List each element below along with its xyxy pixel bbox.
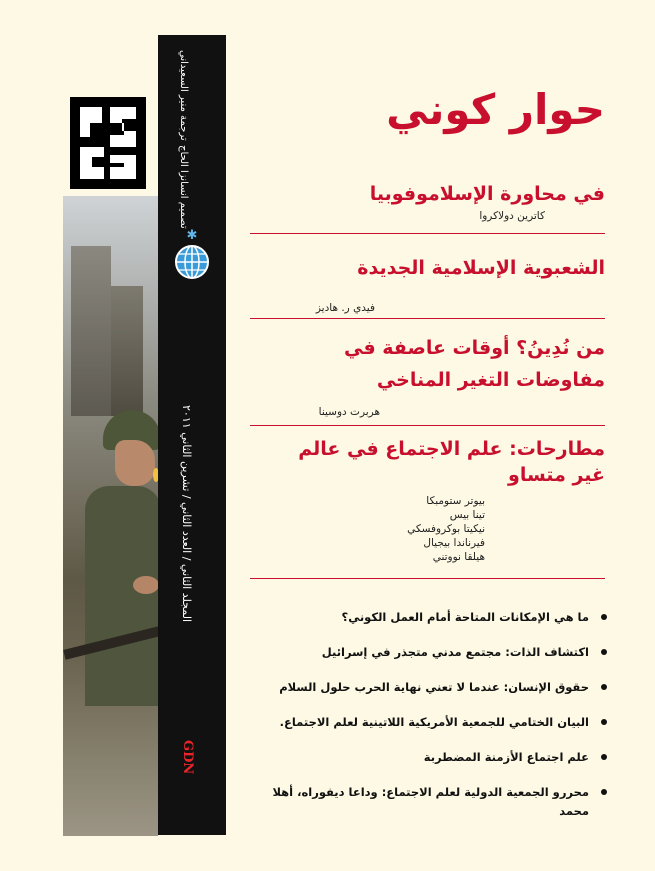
soldier-body [85,486,158,706]
article-4 [250,436,605,564]
bullet-text: اكتشاف الذات: مجتمع مدني متجذر في إسرائيل [321,645,589,659]
author-name: فيرناندا بيجيال [423,537,485,549]
authors-list [250,494,605,564]
bullet-item [255,678,607,697]
bullet-text: حقوق الإنسان: عندما لا تعني نهاية الحرب حلول السلام [279,680,589,694]
ruined-building [71,246,111,416]
bullet-text: محررو الجمعية الدولية لعلم الاجتماع: وداعا ديفوراه، أهلا محمد [272,785,589,818]
bullet-dot-icon [601,719,607,725]
translator-credit: ترجمة منير السعيداني [178,50,189,141]
issue-info: المجلد الثاني / العدد الثاني / تشرين الثاني ٢٠١١ [180,405,193,622]
article-2 [250,252,605,314]
article-title-line: مفاوضات التغير المناخي [376,369,605,391]
author-name: هيلقا نووتني [432,551,485,563]
author-name: نيكيتا بوكروفسكي [407,523,485,535]
soldier-photo [63,196,158,836]
publisher-mark: GDN [180,740,195,775]
article-title-line: مطارحات: علم الاجتماع في عالم [298,438,605,460]
ruined-building [111,286,143,416]
divider [250,578,605,579]
article-title: في محاورة الإسلاموفوبيا [369,183,605,205]
bullet-dot-icon [601,614,607,620]
article-author: كاترين دولاكروا [479,210,545,222]
globe-icon [172,226,212,282]
bullet-text: البيان الختامي للجمعية الأمريكية اللاتينية لعلم الاجتماع. [279,715,589,729]
bullet-text: ما هي الإمكانات المتاحة أمام العمل الكوني؟ [341,610,589,624]
magazine-title: حوار كوني [386,85,605,134]
bullet-text: علم اجتماع الأزمنة المضطربة [423,750,589,764]
designer-credit: تصميم انسانزا الحاج [178,144,189,229]
author-name: تينا بيس [449,509,485,521]
article-title-line: من نُدِينُ؟ أوقات عاصفة في [343,337,605,359]
divider [250,425,605,426]
svg-text:✱: ✱ [186,228,198,243]
article-1 [250,178,605,222]
article-3 [250,332,605,418]
divider [250,233,605,234]
article-title-line: غير متساو [508,464,605,486]
bullet-item [255,608,607,627]
bullet-dot-icon [601,789,607,795]
bullet-item [255,748,607,767]
divider [250,318,605,319]
soldier-face [115,440,155,486]
bullet-item [255,643,607,662]
isa-logo-graphic [70,97,146,189]
contents-bullets [255,608,607,837]
article-title: الشعبوية الإسلامية الجديدة [357,257,605,279]
author-name: بيوتر ستومبكا [426,495,485,507]
bullet-item [255,783,607,821]
article-author: هربرت دوسينا [318,406,380,418]
bullet-item [255,713,607,732]
isa-logo-icon [70,97,146,189]
soldier-hand [133,576,158,594]
bullet-dot-icon [601,649,607,655]
bullet-dot-icon [601,754,607,760]
article-author: فيدي ر. هاديز [315,302,375,314]
spine-credits [176,50,214,229]
bullet-dot-icon [601,684,607,690]
